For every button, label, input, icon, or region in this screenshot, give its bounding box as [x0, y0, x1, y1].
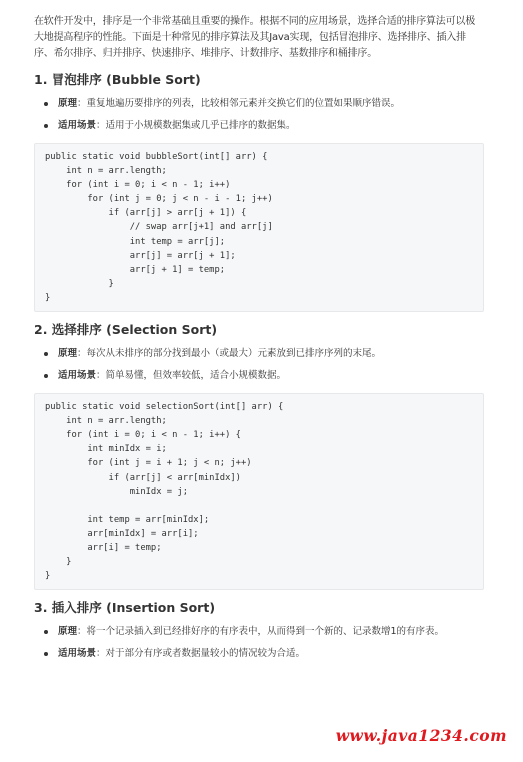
- usage-text: ：适用于小规模数据集或几乎已排序的数据集。: [96, 120, 296, 131]
- bullet-dot: [44, 352, 48, 356]
- usage-text: ：对于部分有序或者数据量较小的情况较为合适。: [96, 648, 306, 660]
- code-block[interactable]: public static void selectionSort(int[] arr) { int n = arr.length; for (int i = 0; i < n - 1; i++) { int minIdx = i; for (int j = i + 1; j < n; j++) if (arr[j] < arr[minIdx]) minIdx = j; int temp = arr[minIdx]; arr[minIdx] = arr[i]; arr[i] = temp; } }: [34, 393, 484, 590]
- article-content: [34, 14, 484, 671]
- list-item: [34, 119, 484, 133]
- bullet-dot: [44, 652, 48, 656]
- bullet-dot: [44, 124, 48, 128]
- list-item: [34, 347, 484, 361]
- section-heading: 3. 插入排序 (Insertion Sort): [34, 600, 216, 616]
- section-heading: 1. 冒泡排序 (Bubble Sort): [34, 72, 201, 87]
- list-item: [34, 647, 484, 661]
- principle-label: 原理: [58, 348, 78, 360]
- bullet-list: [34, 625, 484, 661]
- principle-text: ：重复地遍历要排序的列表，比较相邻元素并交换它们的位置如果顺序错误。: [77, 98, 401, 109]
- intro-paragraph: 在软件开发中，排序是一个非常基础且重要的操作。根据不同的应用场景，选择合适的排序算法可以极大地提高程序的性能。下面是十种常见的排序算法及其Java实现，包括冒泡排序、选择排序、插入排序、希尔排序、归并排序、快速排序、堆排序、计数排序、基数排序和桶排序。: [34, 16, 475, 59]
- section-insertion-sort: [34, 600, 484, 661]
- usage-text: ：简单易懂，但效率较低，适合小规模数据。: [96, 370, 287, 382]
- usage-label: 适用场景: [58, 370, 97, 382]
- bullet-dot: [44, 102, 48, 106]
- principle-text: ：每次从未排序的部分找到最小（或最大）元素放到已排序序列的末尾。: [77, 348, 382, 360]
- section-selection-sort: [34, 322, 484, 590]
- bullet-list: [34, 97, 484, 133]
- usage-label: 适用场景: [58, 120, 97, 131]
- principle-label: 原理: [58, 626, 78, 638]
- bullet-dot: [44, 630, 48, 634]
- principle-label: 原理: [58, 98, 78, 109]
- usage-label: 适用场景: [58, 648, 97, 660]
- section-heading: 2. 选择排序 (Selection Sort): [34, 322, 218, 338]
- bullet-list: [34, 347, 484, 383]
- list-item: [34, 625, 484, 639]
- site-watermark: www.java1234.com: [335, 726, 507, 745]
- code-block[interactable]: public static void bubbleSort(int[] arr) { int n = arr.length; for (int i = 0; i < n - 1; i++) for (int j = 0; j < n - i - 1; j++) if (arr[j] > arr[j + 1]) { // swap arr[j+1] and arr[j] int temp = arr[j]; arr[j] = arr[j + 1]; arr[j + 1] = temp; } }: [34, 143, 484, 312]
- list-item: [34, 369, 484, 383]
- principle-text: ：将一个记录插入到已经排好序的有序表中，从而得到一个新的、记录数增1的有序表。: [77, 626, 445, 638]
- list-item: [34, 97, 484, 111]
- section-bubble-sort: [34, 72, 484, 312]
- bullet-dot: [44, 374, 48, 378]
